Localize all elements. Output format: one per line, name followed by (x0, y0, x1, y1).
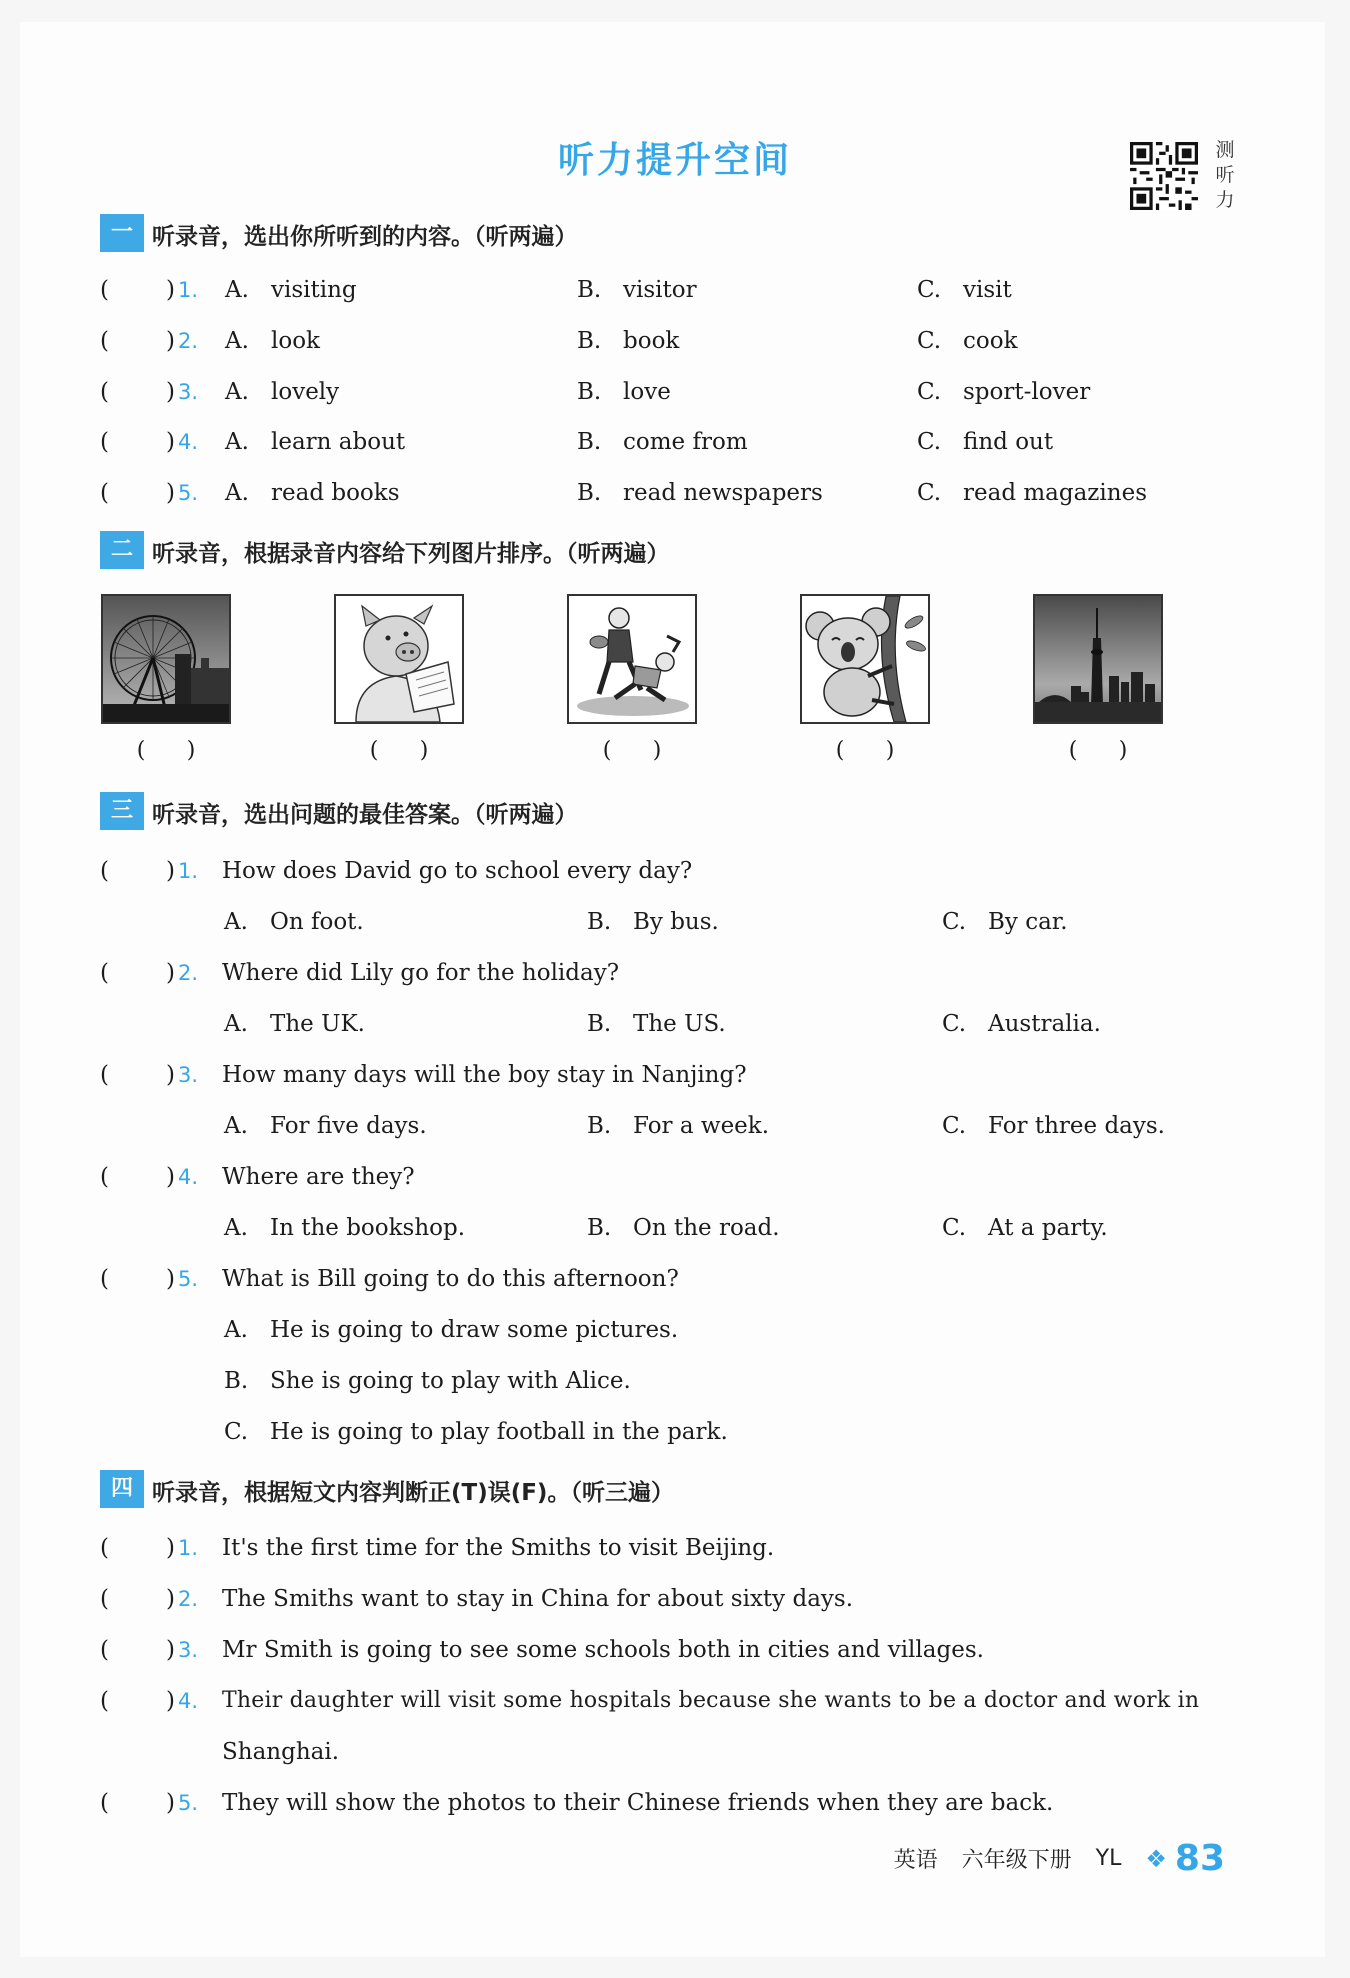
option-a: A. read books (225, 480, 400, 506)
option-b: B. The US. (587, 1011, 726, 1037)
option-c: C. read magazines (917, 480, 1148, 506)
option-c: C. By car. (942, 909, 1068, 935)
options-row (100, 904, 1250, 940)
option-c: C. sport-lover (917, 379, 1091, 405)
footer-subject: 英语 (893, 1848, 938, 1873)
section-number-badge: 二 (100, 531, 144, 569)
option-a: A. The UK. (224, 1011, 365, 1037)
answer-blank[interactable]: ( ) (100, 1637, 175, 1663)
option-c: C. cook (917, 328, 1018, 354)
question-row (100, 475, 1250, 511)
option-row (100, 1363, 1250, 1399)
option-b: B. come from (577, 429, 748, 455)
statement-continuation (100, 1734, 1250, 1770)
question-number: 2. (178, 961, 199, 985)
option-b: B. On the road. (587, 1215, 780, 1241)
question-row (100, 1057, 1250, 1093)
question-number: 4. (178, 1165, 199, 1189)
koala-drawing (800, 594, 930, 724)
answer-blank[interactable]: ( ) (100, 429, 175, 455)
answer-blank[interactable]: ( ) (100, 1688, 175, 1714)
question-number: 4. (178, 430, 199, 454)
options-row (100, 1210, 1250, 1246)
question-number: 3. (178, 380, 199, 404)
question-row (100, 424, 1250, 460)
picture-order-blank[interactable]: ( ) (602, 738, 662, 763)
option-b: B. For a week. (587, 1113, 770, 1139)
option-b: B. She is going to play with Alice. (224, 1368, 631, 1394)
option-a: A. visiting (225, 277, 357, 303)
question-text: Where did Lily go for the holiday? (222, 960, 620, 986)
section-2-header (100, 531, 1200, 571)
option-b: B. By bus. (587, 909, 719, 935)
option-c: C. Australia. (942, 1011, 1101, 1037)
answer-blank[interactable]: ( ) (100, 328, 175, 354)
answer-blank[interactable]: ( ) (100, 379, 175, 405)
option-row (100, 1414, 1250, 1450)
question-number: 1. (178, 859, 199, 883)
answer-blank[interactable]: ( ) (100, 1535, 175, 1561)
option-row (100, 1312, 1250, 1348)
question-number: 5. (178, 1791, 199, 1815)
statement-text: Shanghai. (222, 1739, 340, 1765)
question-number: 1. (178, 1536, 199, 1560)
option-a: A. look (225, 328, 320, 354)
question-text: What is Bill going to do this afternoon? (222, 1266, 679, 1292)
section-title: 听录音，根据录音内容给下列图片排序。（听两遍） (152, 541, 670, 567)
pig-reading-drawing (334, 594, 464, 724)
city-tower-photo (1033, 594, 1163, 724)
question-number: 1. (178, 278, 199, 302)
statement-text: Mr Smith is going to see some schools both in cities and villages. (222, 1637, 984, 1663)
picture-order-blank[interactable]: ( ) (835, 738, 895, 763)
diamond-icon: ❖ (1145, 1844, 1167, 1873)
option-a: A. He is going to draw some pictures. (224, 1317, 679, 1343)
option-b: B. love (577, 379, 671, 405)
option-a: A. On foot. (224, 909, 364, 935)
option-c: C. At a party. (942, 1215, 1108, 1241)
ferris-wheel-photo (101, 594, 231, 724)
options-row (100, 1006, 1250, 1042)
question-number: 5. (178, 1267, 199, 1291)
option-c: C. find out (917, 429, 1054, 455)
question-number: 2. (178, 1587, 199, 1611)
option-b: B. visitor (577, 277, 697, 303)
options-row (100, 1108, 1250, 1144)
footer-edition: YL (1095, 1846, 1122, 1871)
option-c: C. He is going to play football in the park. (224, 1419, 728, 1445)
option-c: C. visit (917, 277, 1012, 303)
section-title: 听录音，根据短文内容判断正(T)误(F)。（听三遍） (152, 1480, 674, 1506)
statement-row (100, 1632, 1250, 1668)
answer-blank[interactable]: ( ) (100, 1586, 175, 1612)
footer-grade: 六年级下册 (961, 1848, 1072, 1873)
answer-blank[interactable]: ( ) (100, 1790, 175, 1816)
question-row (100, 853, 1250, 889)
statement-row (100, 1683, 1250, 1719)
section-number-badge: 三 (100, 792, 144, 830)
option-a: A. learn about (225, 429, 406, 455)
option-c: C. For three days. (942, 1113, 1165, 1139)
picture-order-blank[interactable]: ( ) (369, 738, 429, 763)
answer-blank[interactable]: ( ) (100, 1062, 175, 1088)
question-text: How does David go to school every day? (222, 858, 693, 884)
answer-blank[interactable]: ( ) (100, 277, 175, 303)
statement-text: The Smiths want to stay in China for about sixty days. (222, 1586, 854, 1612)
section-number-badge: 四 (100, 1470, 144, 1508)
statement-row (100, 1581, 1250, 1617)
question-row (100, 955, 1250, 991)
section-title: 听录音，选出你所听到的内容。（听两遍） (152, 224, 578, 250)
question-row (100, 374, 1250, 410)
page-footer (894, 1838, 1225, 1879)
section-title: 听录音，选出问题的最佳答案。（听两遍） (152, 802, 578, 828)
question-text: How many days will the boy stay in Nanjing? (222, 1062, 747, 1088)
statement-row (100, 1785, 1250, 1821)
question-number: 3. (178, 1063, 199, 1087)
question-row (100, 1159, 1250, 1195)
answer-blank[interactable]: ( ) (100, 858, 175, 884)
question-row (100, 272, 1250, 308)
rugby-players-drawing (567, 594, 697, 724)
answer-blank[interactable]: ( ) (100, 480, 175, 506)
answer-blank[interactable]: ( ) (100, 1164, 175, 1190)
section-1-header (100, 214, 1200, 254)
picture-order-blank[interactable]: ( ) (1068, 738, 1128, 763)
option-a: A. In the bookshop. (224, 1215, 466, 1241)
page-number: 83 (1174, 1838, 1225, 1879)
question-number: 5. (178, 481, 199, 505)
question-number: 2. (178, 329, 199, 353)
option-a: A. For five days. (224, 1113, 427, 1139)
qr-label: 测 听 力 (1215, 139, 1235, 211)
section-3-header (100, 792, 1200, 832)
question-row (100, 1261, 1250, 1297)
qr-code-icon[interactable] (1130, 142, 1198, 210)
picture-order-blank[interactable]: ( ) (136, 738, 196, 763)
option-b: B. read newspapers (577, 480, 823, 506)
question-number: 3. (178, 1638, 199, 1662)
statement-text: They will show the photos to their Chinese friends when they are back. (222, 1790, 1054, 1816)
statement-text: It's the first time for the Smiths to visit Beijing. (222, 1535, 775, 1561)
option-b: B. book (577, 328, 680, 354)
statement-row (100, 1530, 1250, 1566)
answer-blank[interactable]: ( ) (100, 960, 175, 986)
question-row (100, 323, 1250, 359)
statement-text: Their daughter will visit some hospitals because she wants to be a doctor and work in (222, 1688, 1200, 1713)
question-number: 4. (178, 1689, 199, 1713)
page-title: 听力提升空间 (557, 140, 792, 181)
answer-blank[interactable]: ( ) (100, 1266, 175, 1292)
section-number-badge: 一 (100, 214, 144, 252)
option-a: A. lovely (225, 379, 340, 405)
section-4-header (100, 1470, 1200, 1510)
question-text: Where are they? (222, 1164, 415, 1190)
